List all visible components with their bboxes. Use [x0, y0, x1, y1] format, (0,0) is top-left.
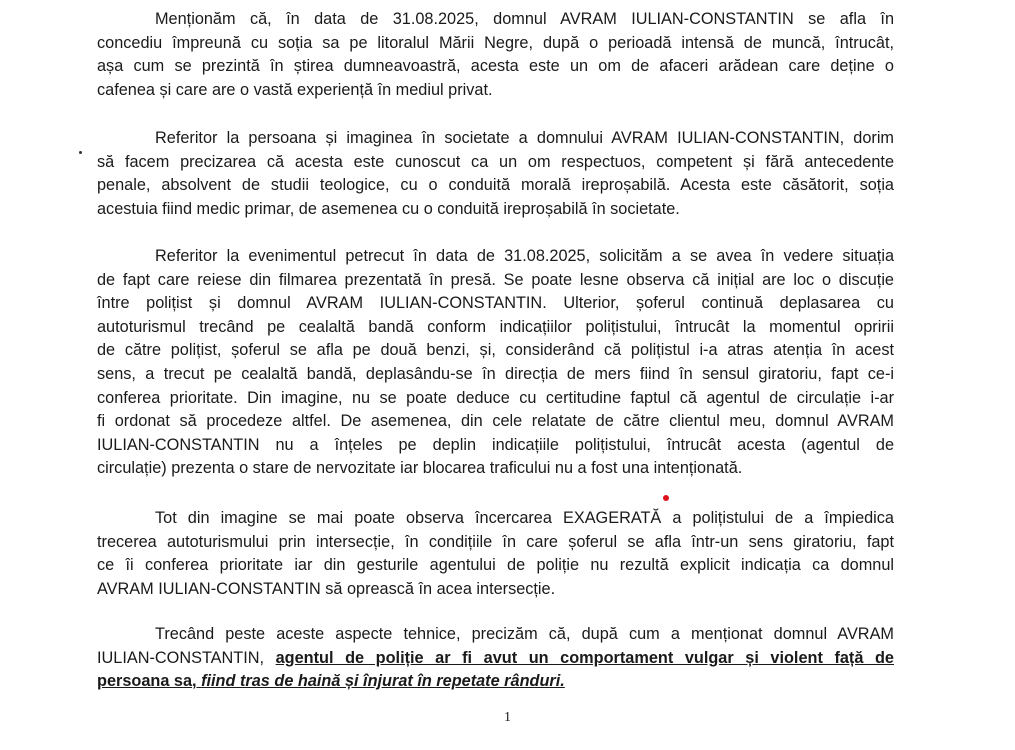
- paragraph-5: [97, 623, 894, 694]
- paragraph-line: conferea prioritate. Din imagine, nu se poate deduce cu certitudine faptul că agentul de circulație i-ar: [97, 388, 894, 407]
- underlined-italic-emphasis: fiind tras de haină și înjurat în repetate rânduri.: [201, 672, 565, 691]
- paragraph-line: circulație) prezenta o stare de nervozitate iar blocarea traficului nu a fost una intenționată.: [97, 459, 743, 478]
- underlined-emphasis: persoana sa: [97, 672, 193, 691]
- paragraph-line: [97, 670, 894, 694]
- paragraph-line: trecerea autoturismului prin intersecție, în condițiile în care șoferul se afla într-un sens giratoriu, fapt: [97, 532, 894, 551]
- paragraph-3: [97, 245, 894, 481]
- paragraph-line: de către polițist, șoferul se afla pe două benzi, și, considerând că polițistul i-a atras atenția în acest: [97, 341, 894, 360]
- paragraph-line: penale, absolvent de studii teologice, cu o conduită morală ireproșabilă. Acesta este căsătorit, soția: [97, 176, 894, 195]
- paragraph-line: Trecând peste aceste aspecte tehnice, precizăm că, după cum a menționat domnul AVRAM: [155, 625, 894, 643]
- paragraph-line: IULIAN-CONSTANTIN nu a înțeles pe deplin indicațiile polițistului, întrucât acesta (agentul de: [97, 435, 894, 454]
- paragraph-line: AVRAM IULIAN-CONSTANTIN să oprească în acea intersecție.: [97, 579, 556, 598]
- red-dot-mark: [663, 495, 669, 501]
- paragraph-line: Referitor la persoana și imaginea în societate a domnului AVRAM IULIAN-CONSTANTIN, dorim: [155, 129, 894, 147]
- paragraph-line: așa cum se prezintă în știrea dumneavoastră, acesta este un om de afaceri arădean care deține o: [97, 57, 894, 76]
- paragraph-line: între polițist și domnul AVRAM IULIAN-CONSTANTIN. Ulterior, șoferul continuă deplasarea cu: [97, 294, 894, 313]
- paragraph-4: [97, 507, 894, 601]
- underlined-emphasis: ,: [192, 672, 202, 691]
- paragraph-line: cafenea și care are o vastă experiență în mediul privat.: [97, 80, 493, 99]
- paragraph-2: [97, 127, 894, 221]
- paragraph-line: [97, 647, 894, 671]
- plain-text: IULIAN-CONSTANTIN,: [97, 648, 276, 667]
- paragraph-line: Tot din imagine se mai poate observa încercarea EXAGERATĂ a polițistului de a împiedica: [155, 509, 894, 527]
- paragraph-line: să facem precizarea că acesta este cunoscut ca un om respectuos, competent și fără antecedente: [97, 152, 894, 171]
- scan-speck: [79, 151, 82, 154]
- paragraph-line: de fapt care reiese din filmarea prezentată în presă. Se poate lesne observa că inițial are loc o discuție: [97, 270, 894, 289]
- paragraph-line: Referitor la evenimentul petrecut în data de 31.08.2025, solicităm a se avea în vedere situația: [155, 247, 894, 265]
- paragraph-line: concediu împreună cu soția sa pe litoralul Mării Negre, după o perioadă intensă de muncă, întrucât,: [97, 33, 894, 52]
- paragraph-line: sens, a trecut pe cealaltă bandă, deplasându-se în direcția de mers fiind în sensul giratoriu, fapt ce-i: [97, 364, 894, 383]
- page-number: 1: [504, 710, 511, 725]
- paragraph-line: acestuia fiind medic primar, de asemenea cu o conduită ireproșabilă în societate.: [97, 199, 680, 218]
- paragraph-1: [97, 8, 894, 102]
- paragraph-line: autoturismul trecând pe cealaltă bandă conform indicațiilor polițistului, întrucât la momentul opririi: [97, 317, 894, 336]
- underlined-emphasis: agentul de poliție ar fi avut un comportament vulgar și violent față de: [275, 648, 894, 667]
- paragraph-line: fi ordonat să procedeze altfel. De asemenea, din cele relatate de către clientul meu, domnul AVRAM: [97, 412, 894, 431]
- paragraph-line: Menționăm că, în data de 31.08.2025, domnul AVRAM IULIAN-CONSTANTIN se afla în: [155, 10, 894, 28]
- paragraph-line: ce îi conferea prioritate iar din gesturile agentului de poliție nu rezultă explicit indicația ca domnul: [97, 556, 894, 575]
